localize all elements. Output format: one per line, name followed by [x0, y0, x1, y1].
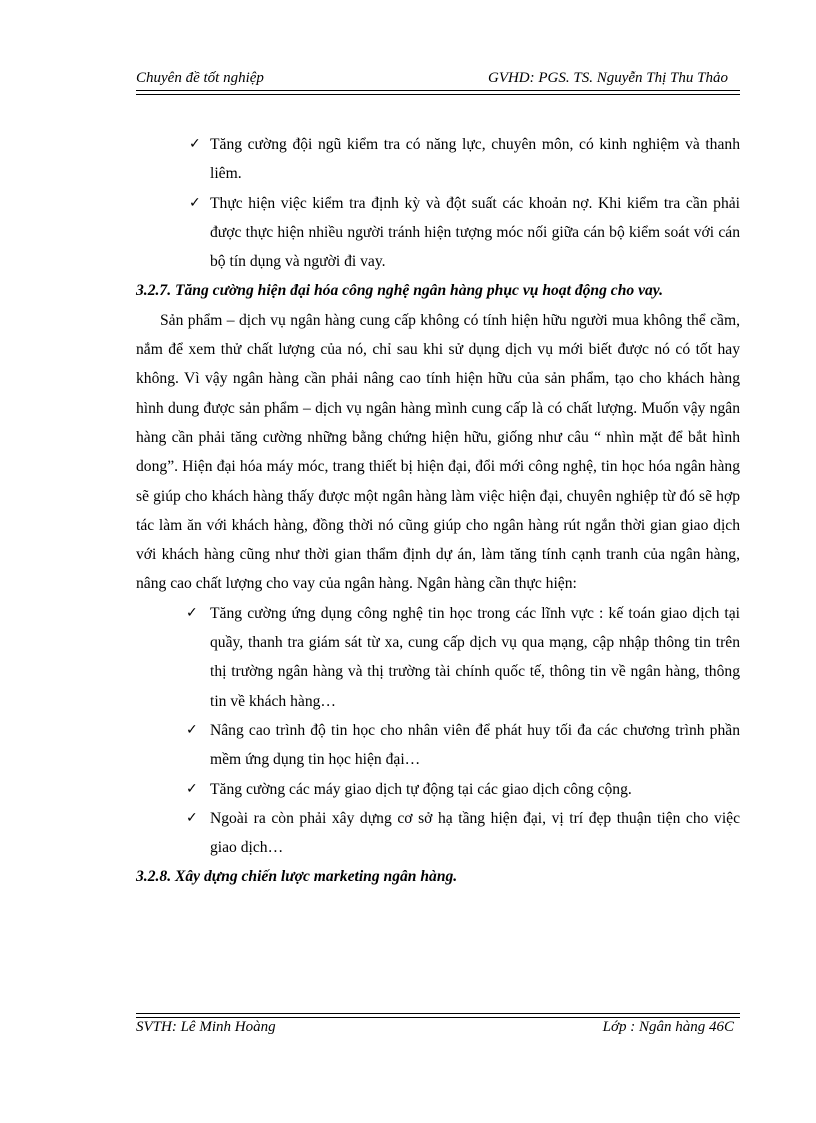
- list-item-text: Tăng cường các máy giao dịch tự động tại các giao dịch công cộng.: [210, 780, 632, 798]
- checkmark-icon: ✓: [189, 194, 201, 211]
- page-footer: [136, 1019, 740, 1039]
- list-item-text: Tăng cường đội ngũ kiểm tra có năng lực, chuyên môn, có kinh nghiệm và thanh liêm.: [210, 136, 740, 183]
- list-item: [136, 775, 740, 804]
- list-item-text: Thực hiện việc kiểm tra định kỳ và đột suất các khoản nợ. Khi kiểm tra cần phải được thực hiện nhiều người tránh hiện tượng móc nối giữa cán bộ kiểm soát với cán bộ tín dụng và người đi vay.: [210, 194, 740, 271]
- list-item: [136, 599, 740, 716]
- list-item: [136, 130, 740, 189]
- checkmark-icon: ✓: [186, 809, 198, 826]
- list-item: [136, 716, 740, 775]
- technology-bullet-list: [136, 599, 740, 863]
- checkmark-icon: ✓: [186, 780, 198, 797]
- list-item-text: Ngoài ra còn phải xây dựng cơ sở hạ tầng hiện đại, vị trí đẹp thuận tiện cho việc giao dịch…: [210, 809, 740, 857]
- list-item-text: Tăng cường ứng dụng công nghệ tin học trong các lĩnh vực : kế toán giao dịch tại quầy, thanh tra giám sát từ xa, cung cấp dịch vụ qua mạng, cập nhập thông tin trên thị trường ngân hàng và thị trường tài chính quốc tế, thông tin về ngân hàng, thông tin về khách hàng…: [210, 604, 740, 710]
- header-rule: [136, 90, 740, 95]
- header-document-type: Chuyên đề tốt nghiệp: [136, 70, 264, 86]
- checkmark-icon: ✓: [189, 136, 201, 152]
- inspection-bullet-list: [136, 130, 740, 276]
- page-header: [136, 70, 740, 90]
- header-supervisor: GVHD: PGS. TS. Nguyễn Thị Thu Thảo: [487, 70, 728, 86]
- checkmark-icon: ✓: [186, 604, 198, 621]
- body-paragraph: Sản phẩm – dịch vụ ngân hàng cung cấp không có tính hiện hữu người mua không thể cầm, nắm để xem thử chất lượng của nó, chỉ sau khi sử dụng dịch vụ mới biết được nó có tốt hay không. Vì vậy ngân hàng cần phải nâng cao tính hiện hữu của sản phẩm, tạo cho khách hàng hình dung được sản phẩm – dịch vụ ngân hàng mình cung cấp là có chất lượng. Muốn vậy ngân hàng cần phải tăng cường những bằng chứng hiện hữu, giống như câu “ nhìn mặt để bắt hình dong”. Hiện đại hóa máy móc, trang thiết bị hiện đại, đổi mới công nghệ, tin học hóa ngân hàng sẽ giúp cho khách hàng thấy được một ngân hàng làm việc hiện đại, chuyên nghiệp từ đó sẽ hợp tác làm ăn với khách hàng, đồng thời nó cũng giúp cho ngân hàng rút ngắn thời gian giao dịch với khách hàng cũng như thời gian thẩm định dự án, làm tăng tính cạnh tranh của ngân hàng, nâng cao chất lượng cho vay của ngân hàng. Ngân hàng cần thực hiện:: [136, 311, 740, 593]
- list-item: [136, 189, 740, 277]
- footer-student: SVTH: Lê Minh Hoàng: [136, 1019, 276, 1035]
- section-heading-3-2-7: 3.2.7. Tăng cường hiện đại hóa công nghệ ngân hàng phục vụ hoạt động cho vay.: [136, 282, 664, 300]
- footer-class: Lớp : Ngân hàng 46C: [602, 1019, 734, 1035]
- list-item: [136, 804, 740, 863]
- list-item-text: Nâng cao trình độ tin học cho nhân viên để phát huy tối đa các chương trình phần mềm ứng dụng tin học hiện đại…: [210, 721, 740, 769]
- section-heading-3-2-8: 3.2.8. Xây dựng chiến lược marketing ngân hàng.: [136, 868, 458, 886]
- checkmark-icon: ✓: [186, 721, 198, 738]
- page-body: [136, 130, 740, 892]
- footer-rule: [136, 1013, 740, 1018]
